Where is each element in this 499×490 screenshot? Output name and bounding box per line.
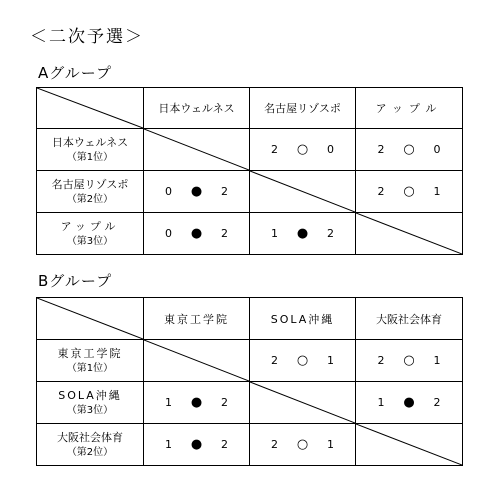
corner-cell: [37, 298, 144, 340]
row-header: [37, 340, 144, 382]
group-a-title: Aグループ: [38, 64, 113, 82]
diagonal-line: [356, 213, 462, 254]
group-a-row: [37, 171, 463, 213]
score-cell: 2 ○ 0: [250, 129, 356, 171]
team-name: アップル: [60, 219, 120, 233]
score-cell: 0 ● 2: [144, 171, 250, 213]
team-name: 東京工学院: [57, 346, 123, 360]
diagonal-line: [144, 340, 249, 381]
win-mark: ○: [403, 184, 415, 199]
column-header: 日本ウェルネス: [144, 88, 250, 129]
team-name: 日本ウェルネス: [51, 135, 129, 149]
score-cell: 1 ● 2: [356, 382, 463, 424]
loss-mark: ●: [190, 184, 203, 199]
loss-mark: ●: [403, 395, 415, 410]
team-rank: （第3位）: [66, 404, 114, 416]
group-b-row: [37, 340, 463, 382]
score-cell: 0 ● 2: [144, 213, 250, 255]
row-header: [37, 424, 144, 466]
win-mark: ○: [296, 353, 309, 368]
team-rank: （第2位）: [66, 446, 114, 458]
self-cell: [250, 171, 356, 213]
column-header: 名古屋リゾスポ: [250, 88, 356, 129]
group-a-row: [37, 129, 463, 171]
team-rank: （第1位）: [66, 362, 114, 374]
column-header: 大阪社会体育: [356, 298, 463, 340]
corner-cell: [37, 88, 144, 129]
diagonal-line: [250, 382, 355, 423]
score-cell: 2 ○ 0: [356, 129, 463, 171]
score-cell: 1 ● 2: [144, 382, 250, 424]
column-header: アップル: [356, 88, 463, 129]
row-header: [37, 171, 144, 213]
loss-mark: ●: [190, 226, 203, 241]
self-cell: [144, 129, 250, 171]
self-cell: [144, 340, 250, 382]
diagonal-line: [356, 424, 462, 465]
diagonal-line: [37, 298, 143, 339]
score-cell: 2 ○ 1: [250, 340, 356, 382]
loss-mark: ●: [296, 226, 309, 241]
group-b-title: Bグループ: [38, 272, 113, 290]
row-header: [37, 129, 144, 171]
team-rank: （第3位）: [66, 235, 114, 247]
team-name: 名古屋リゾスポ: [51, 177, 129, 191]
group-a-row: [37, 213, 463, 255]
page-title: ＜二次予選＞: [30, 27, 144, 47]
score-cell: 1 ● 2: [250, 213, 356, 255]
win-mark: ○: [403, 142, 415, 157]
group-b-table: [36, 297, 463, 466]
group-b-row: [37, 424, 463, 466]
row-header: [37, 213, 144, 255]
team-rank: （第1位）: [66, 151, 114, 163]
team-rank: （第2位）: [66, 193, 114, 205]
score-cell: 2 ○ 1: [250, 424, 356, 466]
group-a-header-row: [37, 88, 463, 129]
group-b-row: [37, 382, 463, 424]
row-header: [37, 382, 144, 424]
win-mark: ○: [296, 437, 309, 452]
self-cell: [250, 382, 356, 424]
column-header: 東京工学院: [144, 298, 250, 340]
diagonal-line: [144, 129, 249, 170]
loss-mark: ●: [190, 437, 203, 452]
score-cell: 2 ○ 1: [356, 340, 463, 382]
win-mark: ○: [403, 353, 415, 368]
column-header: SOLA沖縄: [250, 298, 356, 340]
diagonal-line: [250, 171, 355, 212]
score-cell: 2 ○ 1: [356, 171, 463, 213]
team-name: 大阪社会体育: [57, 430, 123, 444]
group-a-table: [36, 87, 463, 255]
self-cell: [356, 424, 463, 466]
group-b-header-row: [37, 298, 463, 340]
loss-mark: ●: [190, 395, 203, 410]
win-mark: ○: [296, 142, 309, 157]
diagonal-line: [37, 88, 143, 128]
self-cell: [356, 213, 463, 255]
team-name: SOLA沖縄: [58, 388, 122, 402]
score-cell: 1 ● 2: [144, 424, 250, 466]
